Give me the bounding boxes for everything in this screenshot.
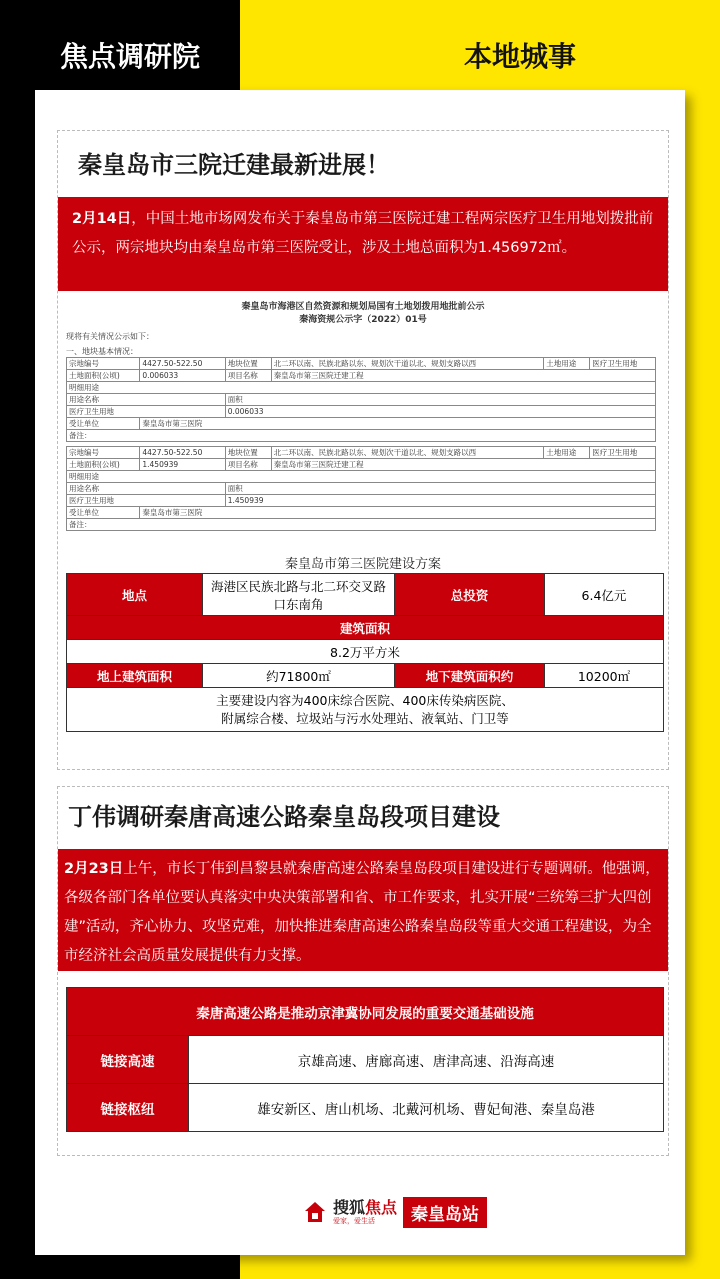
cell: 医疗卫生用地: [67, 495, 226, 507]
content-line-2: 附属综合楼、垃圾站与污水处理站、液氧站、门卫等: [221, 710, 509, 726]
section1-title: 秦皇岛市三院迁建最新进展！: [78, 151, 390, 179]
cell: 地块位置: [225, 358, 271, 370]
cell: 1.450939: [140, 459, 225, 471]
cell: 秦皇岛市第三医院迁建工程: [271, 370, 655, 382]
notice-table-1: [66, 357, 656, 442]
table-row: [67, 406, 656, 418]
link-hub-label: 链接枢纽: [67, 1084, 189, 1132]
location-value: 海港区民族北路与北二环交叉路口东南角: [203, 574, 395, 616]
cell: 4427.50-522.50: [140, 358, 225, 370]
section2-body: 上午，市长丁伟到昌黎县就秦唐高速公路秦皇岛段项目建设进行专题调研。他强调，各级各部门各单位要认真落实中央决策部署和省、市工作要求，扎实开展“三统筹三扩大四创建”活动，齐心协力、攻坚克难，加快推进秦唐高速公路秦皇岛段等重大交通工程建设，为全市经济社会高质量发展提供有力支撑。: [64, 861, 660, 964]
house-logo-icon: [303, 1200, 327, 1224]
section1-date: 2月14日: [72, 211, 132, 227]
notice-section: 一、地块基本情况：: [66, 347, 138, 356]
cell: 北二环以南、民族北路以东、规划次干道以北、规划支路以西: [271, 447, 544, 459]
land-notice: [66, 301, 660, 549]
table-row: [67, 483, 656, 495]
cell: 土地用途: [544, 447, 590, 459]
link-table-header: 秦唐高速公路是推动京津冀协同发展的重要交通基础设施: [67, 988, 664, 1036]
table-row: [67, 519, 656, 531]
cell: 宗地编号: [67, 447, 140, 459]
cell: 地块位置: [225, 447, 271, 459]
section1-body: ，中国土地市场网发布关于秦皇岛市第三医院迁建工程两宗医疗卫生用地划拨批前公示，两宗地块均由秦皇岛市第三医院受让，涉及土地总面积为1.456972㎡。: [72, 211, 654, 256]
cell: 明细用途: [67, 471, 656, 483]
cell: 医疗卫生用地: [590, 447, 656, 459]
cell: 用途名称: [67, 483, 226, 495]
section-highway: [57, 786, 669, 1156]
cell: 秦皇岛市第三医院迁建工程: [271, 459, 655, 471]
link-hub-value: 雄安新区、唐山机场、北戴河机场、曹妃甸港、秦皇岛港: [189, 1084, 664, 1132]
table-row: [67, 616, 664, 640]
notice-table-2: [66, 446, 656, 531]
section2-date: 2月23日: [64, 861, 124, 877]
table-row: [67, 988, 664, 1036]
content-card: [35, 90, 685, 1255]
section-hospital: [57, 130, 669, 770]
table-row: [67, 447, 656, 459]
notice-number: 秦海资规公示字（2022）01号: [299, 315, 427, 325]
header-right-title: 本地城事: [463, 40, 576, 73]
table-row: [67, 574, 664, 616]
cell: 土地用途: [544, 358, 590, 370]
brand-block: [333, 1199, 397, 1226]
location-label: 地点: [67, 574, 203, 616]
table-row: [67, 394, 656, 406]
table-row: [67, 640, 664, 664]
cell: 1.450939: [225, 495, 655, 507]
above-area-label: 地上建筑面积: [67, 664, 203, 688]
link-highway-value: 京雄高速、唐廊高速、唐津高速、沿海高速: [189, 1036, 664, 1084]
brand-sohu: 搜狐: [332, 1197, 365, 1217]
highway-link-table: [66, 987, 664, 1132]
area-label: 建筑面积: [67, 616, 664, 640]
construction-plan-table: [66, 573, 664, 732]
cell: 面积: [225, 483, 655, 495]
table-row: [67, 382, 656, 394]
construction-content: [67, 688, 664, 732]
cell: 秦皇岛市第三医院: [140, 507, 656, 519]
cell: 秦皇岛市第三医院: [140, 418, 656, 430]
area-value: 8.2万平方米: [67, 640, 664, 664]
below-area-label: 地下建筑面积约: [395, 664, 545, 688]
below-area-value: 10200㎡: [545, 664, 664, 688]
cell: 备注：: [67, 519, 656, 531]
table-row: [67, 418, 656, 430]
table-row: [67, 358, 656, 370]
cell: 土地面积(公顷): [67, 370, 140, 382]
cell: 备注：: [67, 430, 656, 442]
section2-summary: [58, 849, 668, 971]
cell: 项目名称: [225, 370, 271, 382]
cell: 面积: [225, 394, 655, 406]
table-row: [67, 1084, 664, 1132]
table-row: [67, 507, 656, 519]
table-row: [67, 495, 656, 507]
table-row: [67, 1036, 664, 1084]
link-highway-label: 链接高速: [67, 1036, 189, 1084]
cell: 0.006033: [140, 370, 225, 382]
cell: 医疗卫生用地: [590, 358, 656, 370]
cell: 用途名称: [67, 394, 226, 406]
above-area-value: 约71800㎡: [203, 664, 395, 688]
brand-slogan: 爱家，爱生活: [332, 1216, 375, 1225]
footer-logo: [275, 1192, 515, 1232]
cell: 0.006033: [225, 406, 655, 418]
header-left-title: 焦点调研院: [59, 40, 200, 73]
table-row: [67, 430, 656, 442]
table-row: [67, 471, 656, 483]
notice-title: 秦皇岛市海港区自然资源和规划局国有土地划拨用地批前公示: [241, 302, 485, 312]
section2-title: 丁伟调研秦唐高速公路秦皇岛段项目建设: [68, 803, 500, 831]
cell: 医疗卫生用地: [67, 406, 226, 418]
table-row: [67, 688, 664, 732]
brand-focus: 焦点: [365, 1197, 398, 1217]
cell: 宗地编号: [67, 358, 140, 370]
station-badge: 秦皇岛站: [403, 1197, 487, 1228]
section1-summary: [58, 197, 668, 291]
cell: 明细用途: [67, 382, 656, 394]
investment-label: 总投资: [395, 574, 545, 616]
plan-title: 秦皇岛市第三医院建设方案: [284, 557, 441, 572]
table-row: [67, 664, 664, 688]
cell: 项目名称: [225, 459, 271, 471]
content-line-1: 主要建设内容为400床综合医院、400床传染病医院、: [216, 692, 514, 708]
table-row: [67, 370, 656, 382]
brand-name: [333, 1199, 397, 1217]
cell: 受让单位: [67, 507, 140, 519]
table-row: [67, 459, 656, 471]
cell: 土地面积(公顷): [67, 459, 140, 471]
cell: 受让单位: [67, 418, 140, 430]
cell: 4427.50-522.50: [140, 447, 225, 459]
notice-intro: 现将有关情况公示如下：: [66, 332, 154, 341]
investment-value: 6.4亿元: [545, 574, 664, 616]
cell: 北二环以南、民族北路以东、规划次干道以北、规划支路以西: [271, 358, 544, 370]
